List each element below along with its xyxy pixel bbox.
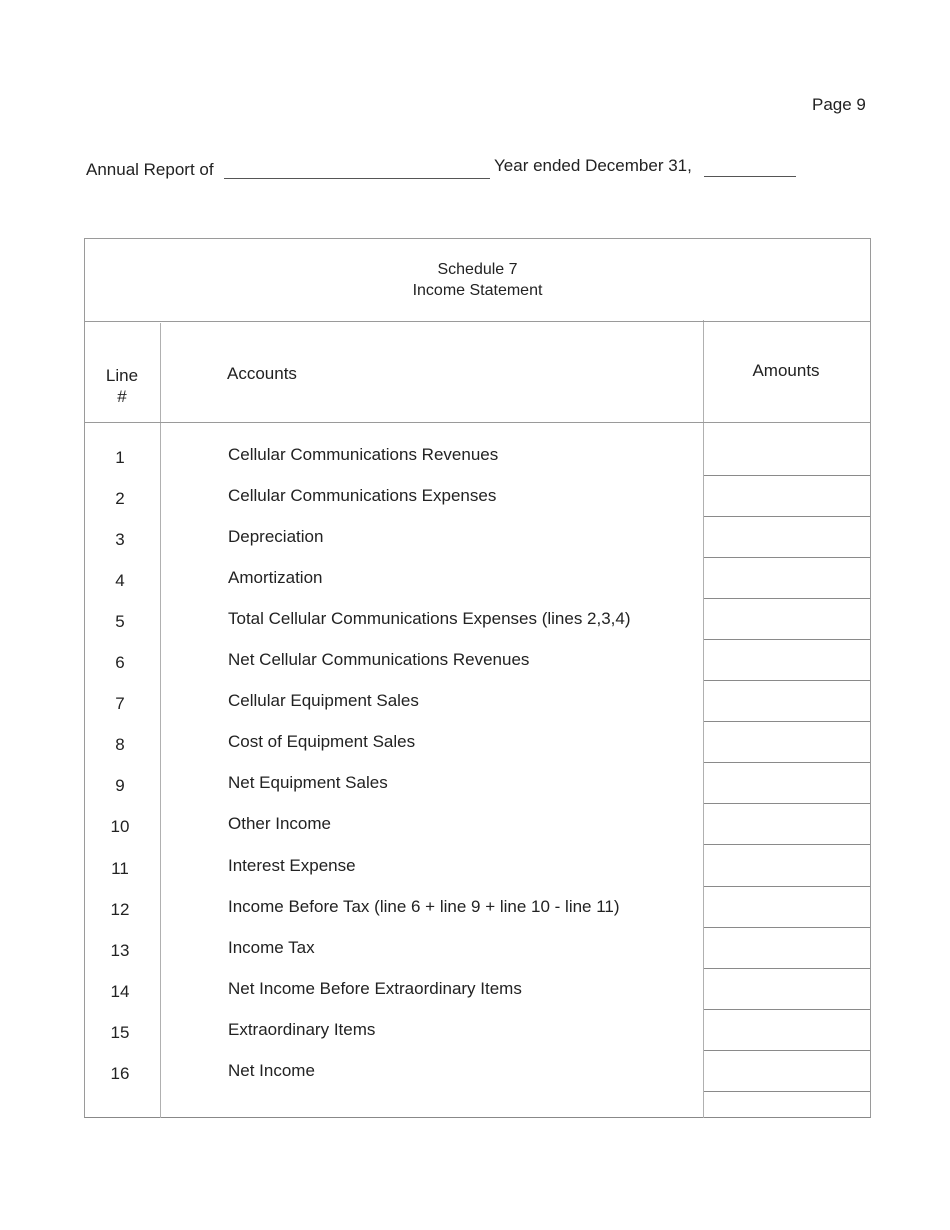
amount-field[interactable] [704, 723, 870, 763]
account-name: Income Tax [228, 937, 315, 957]
amount-field[interactable] [704, 682, 870, 722]
amount-field[interactable] [704, 929, 870, 969]
amount-field[interactable] [704, 970, 870, 1010]
table-row [85, 723, 870, 764]
account-name: Cellular Communications Expenses [228, 486, 497, 506]
amount-field[interactable] [704, 518, 870, 558]
amount-field[interactable] [704, 436, 870, 476]
table-row [85, 888, 870, 929]
account-name: Cellular Equipment Sales [228, 691, 419, 711]
amount-field[interactable] [704, 1052, 870, 1092]
year-ended-label: Year ended December 31, [494, 156, 692, 175]
amount-field[interactable] [704, 888, 870, 928]
line-number: 14 [110, 981, 130, 1001]
account-name: Amortization [228, 568, 323, 588]
amount-field[interactable] [704, 641, 870, 681]
account-name: Income Before Tax (line 6 + line 9 + line 10 - line 11) [228, 896, 620, 916]
line-number: 10 [110, 817, 130, 837]
line-number: 9 [115, 776, 125, 796]
table-row [85, 764, 870, 805]
title-divider [84, 321, 871, 322]
schedule-title-block [84, 259, 871, 301]
table-row [85, 559, 870, 600]
account-name: Net Cellular Communications Revenues [228, 650, 530, 670]
table-row [85, 641, 870, 682]
header-line-text: Line # [105, 366, 139, 406]
schedule-subtitle: Income Statement [412, 282, 543, 299]
table-row [85, 1011, 870, 1052]
annual-report-label: Annual Report of [86, 160, 214, 179]
line-number: 7 [115, 694, 125, 714]
header-divider [84, 422, 871, 423]
table-row [85, 847, 870, 888]
table-row [85, 970, 870, 1011]
line-number: 11 [111, 858, 129, 878]
annual-report-field[interactable] [224, 178, 490, 179]
table-row [85, 1052, 870, 1093]
account-name: Other Income [228, 814, 331, 834]
account-name: Net Income [228, 1060, 315, 1080]
account-name: Total Cellular Communications Expenses (lines 2,3,4) [228, 609, 631, 629]
amount-field[interactable] [704, 805, 870, 845]
account-name: Depreciation [228, 527, 324, 547]
line-number: 13 [110, 940, 130, 960]
amount-field[interactable] [704, 764, 870, 804]
line-number: 8 [115, 735, 125, 755]
header-accounts: Accounts [227, 364, 297, 383]
account-name: Net Equipment Sales [228, 773, 388, 793]
account-name: Net Income Before Extraordinary Items [228, 978, 522, 998]
header-line-number [95, 365, 149, 407]
table-row [85, 518, 870, 559]
table-row [85, 600, 870, 641]
line-number: 5 [115, 612, 125, 632]
amount-field[interactable] [704, 847, 870, 887]
line-number: 3 [115, 530, 125, 550]
line-number: 6 [115, 653, 125, 673]
schedule-title: Schedule 7 [437, 261, 518, 278]
line-number: 4 [115, 571, 125, 591]
line-number: 1 [115, 448, 125, 467]
table-row [85, 805, 870, 846]
table-row [85, 436, 870, 477]
line-number: 12 [110, 899, 130, 919]
account-name: Cost of Equipment Sales [228, 732, 416, 752]
table-row [85, 929, 870, 970]
table-row [85, 682, 870, 723]
line-number: 2 [115, 489, 125, 509]
amount-field[interactable] [704, 600, 870, 640]
amount-field[interactable] [704, 477, 870, 517]
table-row [85, 477, 870, 518]
report-header [86, 156, 806, 186]
account-name: Cellular Communications Revenues [228, 445, 499, 464]
account-name: Extraordinary Items [228, 1019, 376, 1039]
line-number: 15 [110, 1022, 130, 1042]
header-amounts: Amounts [752, 361, 820, 380]
year-field[interactable] [704, 176, 796, 177]
page-number: Page 9 [812, 95, 866, 114]
account-name: Interest Expense [228, 855, 356, 875]
amount-field[interactable] [704, 559, 870, 599]
line-number: 16 [110, 1063, 130, 1083]
amount-field[interactable] [704, 1011, 870, 1051]
